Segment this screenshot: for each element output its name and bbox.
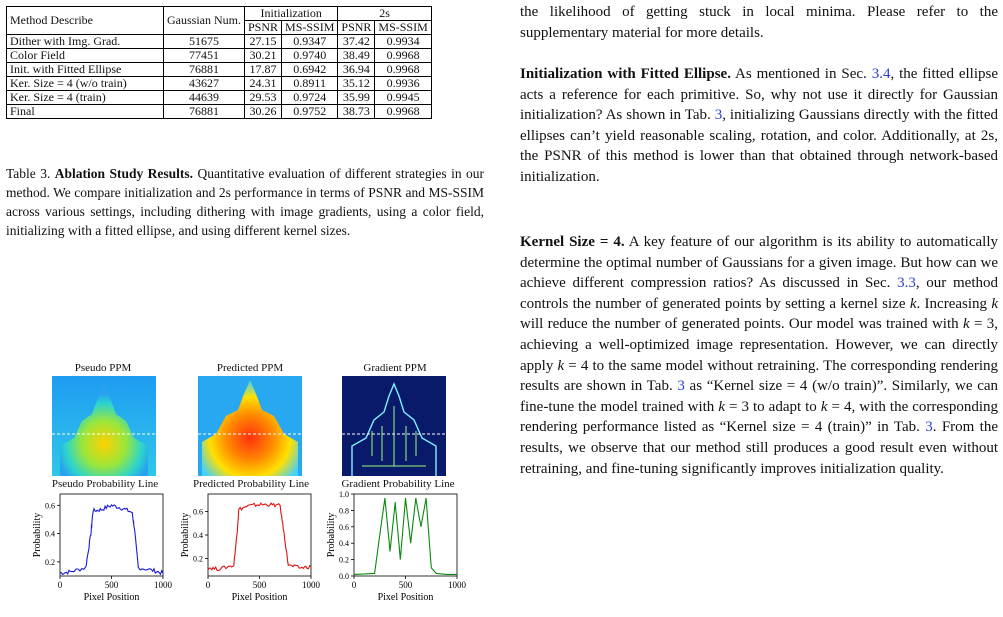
table-row	[7, 35, 432, 49]
map-title-pseudo: Pseudo PPM	[74, 362, 132, 374]
math-k: k	[962, 316, 970, 333]
cell-2s-psnr: 35.99	[338, 91, 375, 105]
kernel-text-5: , achieving a well-optimized image representation. However, we can directly apply	[520, 316, 999, 374]
plot-frame	[208, 494, 311, 576]
cell-init-psnr: 30.26	[245, 105, 282, 119]
x-tick-label: 1000	[302, 580, 320, 590]
sec-ref-link[interactable]: 3.4	[871, 66, 891, 82]
table-row	[7, 77, 432, 91]
y-axis-label: Probability	[180, 512, 191, 558]
kernel-text-9: , with the corresponding rendering performance listed as “Kernel size = 4 (train)” in Tab.	[520, 398, 999, 436]
y-tick-label: 0.2	[339, 555, 349, 565]
table-row	[7, 49, 432, 63]
y-tick-label: 0.0	[339, 572, 349, 581]
y-axis-label: Probability	[326, 512, 337, 558]
ellipse-text-3: , initializing Gaussians directly with the fitted ellipses can’t yield reasonable scaling, rotation, and color. Additionally, at 2s, the PSNR of this method is lower than that obtained through network-based initialization.	[520, 107, 999, 185]
cell-gaussian: 76881	[164, 63, 245, 77]
ellipse-text-1: As mentioned in Sec.	[735, 66, 867, 82]
gradient-probability-plot	[314, 490, 464, 606]
series-line	[60, 505, 163, 575]
kernel-text-7: as “Kernel size = 4 (w/o train)”. Similarly, we can fine-tune the model trained with	[520, 378, 999, 415]
table-row	[7, 63, 432, 77]
left-column	[0, 0, 488, 617]
kernel-text-1: A key feature of our algorithm is its ability to automatically determine the optimal number of Gaussians for a given image. But how can we achieve different compression ratios? As discussed in Sec.	[520, 234, 998, 292]
cell-init-msssim: 0.9740	[282, 49, 338, 63]
plot-title-predicted: Predicted Probability Line	[192, 478, 310, 490]
predicted-probability-plot	[168, 490, 318, 606]
header-2s: 2s	[338, 7, 431, 21]
cell-init-msssim: 0.9724	[282, 91, 338, 105]
cell-init-psnr: 17.87	[245, 63, 282, 77]
kernel-heading: Kernel Size = 4.	[520, 234, 625, 250]
x-tick-label: 500	[398, 580, 413, 590]
intro-text: the likelihood of getting stuck in local minima. Please refer to the supplementary material for more details.	[520, 4, 998, 41]
plot-title-pseudo: Pseudo Probability Line	[51, 478, 159, 490]
y-tick-label: 0.4	[339, 539, 349, 549]
header-method: Method Describe	[7, 7, 164, 35]
cell-init-msssim: 0.6942	[282, 63, 338, 77]
table-header-row	[7, 7, 432, 21]
math-k: k	[557, 357, 565, 374]
cell-gaussian: 44639	[164, 91, 245, 105]
cell-gaussian: 76881	[164, 105, 245, 119]
cell-init-psnr: 30.21	[245, 49, 282, 63]
cell-2s-msssim: 0.9934	[375, 35, 431, 49]
x-tick-label: 500	[252, 580, 267, 590]
cell-2s-psnr: 38.73	[338, 105, 375, 119]
cell-method: Ker. Size = 4 (w/o train)	[7, 77, 164, 91]
cell-method: Final	[7, 105, 164, 119]
series-line	[354, 498, 457, 574]
pseudo-probability-plot	[20, 490, 170, 606]
header-2s-psnr: PSNR	[338, 21, 375, 35]
math-eq4: = 4	[568, 357, 589, 374]
y-tick-label: 0.4	[193, 531, 203, 540]
plot-frame	[60, 494, 163, 576]
x-tick-label: 1000	[448, 580, 466, 590]
cell-2s-psnr: 37.42	[338, 35, 375, 49]
x-tick-label: 500	[104, 580, 119, 590]
cell-gaussian: 43627	[164, 77, 245, 91]
kernel-paragraph	[520, 232, 998, 479]
header-init: Initialization	[245, 7, 338, 21]
kernel-text-10: . From the results, we observe that our method still produces a good result even without retraining, and fine-tuning significantly improves initialization quality.	[520, 419, 998, 477]
y-tick-label: 0.6	[193, 507, 203, 517]
intro-paragraph	[520, 2, 998, 43]
cell-method: Dither with Img. Grad.	[7, 35, 164, 49]
cell-method: Init. with Fitted Ellipse	[7, 63, 164, 77]
math-k: k	[820, 398, 828, 415]
cell-2s-psnr: 35.12	[338, 77, 375, 91]
x-tick-label: 0	[351, 580, 357, 590]
math-k: k	[718, 398, 725, 415]
header-gaussian: Gaussian Num.	[164, 7, 245, 35]
tab-ref-link[interactable]: 3	[925, 419, 933, 436]
x-axis-label: Pixel Position	[377, 592, 434, 603]
ablation-table	[6, 6, 432, 119]
cell-2s-msssim: 0.9968	[375, 105, 431, 119]
cell-gaussian: 51675	[164, 35, 245, 49]
plot-frame	[354, 494, 457, 576]
cell-2s-msssim: 0.9968	[375, 49, 431, 63]
caption-bold: Ablation Study Results.	[54, 166, 194, 181]
plot-title-gradient: Gradient Probability Line	[341, 478, 455, 490]
cell-init-msssim: 0.9752	[282, 105, 338, 119]
cell-init-psnr: 27.15	[245, 35, 282, 49]
cell-init-psnr: 29.53	[245, 91, 282, 105]
tab-ref-link[interactable]: 3	[677, 378, 685, 395]
header-init-msssim: MS-SSIM	[282, 21, 338, 35]
cell-2s-msssim: 0.9968	[375, 63, 431, 77]
cell-2s-msssim: 0.9936	[375, 77, 431, 91]
right-column	[520, 0, 998, 617]
table-row	[7, 105, 432, 119]
ellipse-heading: Initialization with Fitted Ellipse.	[520, 66, 731, 82]
y-tick-label: 0.8	[339, 506, 349, 516]
math-k: k	[991, 295, 998, 312]
kernel-text-4: will reduce the number of generated points. Our model was trained with	[520, 316, 959, 333]
math-eq4: = 4	[831, 398, 852, 415]
cell-2s-psnr: 38.49	[338, 49, 375, 63]
ppm-figure	[20, 360, 480, 610]
map-title-predicted: Predicted PPM	[216, 362, 284, 374]
table-caption	[6, 164, 484, 240]
kernel-text-3: . Increasing	[916, 295, 988, 312]
y-tick-label: 0.6	[339, 522, 349, 532]
x-axis-label: Pixel Position	[231, 592, 288, 603]
header-init-psnr: PSNR	[245, 21, 282, 35]
math-k: k	[909, 295, 917, 312]
cell-method: Ker. Size = 4 (train)	[7, 91, 164, 105]
math-eq3: = 3	[973, 316, 995, 333]
kernel-text-8: to adapt to	[752, 398, 817, 415]
sec-ref-link[interactable]: 3.3	[897, 275, 916, 292]
cell-init-msssim: 0.9347	[282, 35, 338, 49]
x-tick-label: 0	[205, 580, 211, 590]
cell-init-psnr: 24.31	[245, 77, 282, 91]
kernel-text-2: , our method controls the number of generated points by setting a kernel size	[520, 275, 998, 312]
y-tick-label: 0.2	[45, 557, 55, 567]
header-2s-msssim: MS-SSIM	[375, 21, 431, 35]
cell-init-msssim: 0.8911	[282, 77, 338, 91]
tab-ref-link[interactable]: 3	[714, 107, 723, 124]
y-tick-label: 0.4	[45, 529, 55, 539]
x-axis-label: Pixel Position	[83, 592, 140, 603]
y-tick-label: 1.0	[339, 490, 349, 499]
y-tick-label: 0.2	[193, 554, 203, 564]
math-eq3: = 3	[729, 398, 749, 415]
kernel-text-6: to the same model without retraining. The corresponding rendering results are shown in Tab.	[520, 357, 998, 395]
ellipse-paragraph	[520, 64, 998, 188]
y-tick-label: 0.6	[45, 501, 55, 511]
predicted-ppm-image	[198, 376, 302, 476]
caption-label: Table 3.	[6, 166, 51, 181]
table-row	[7, 91, 432, 105]
map-title-gradient: Gradient PPM	[363, 362, 427, 374]
cell-gaussian: 77451	[164, 49, 245, 63]
pseudo-ppm-image	[52, 376, 156, 476]
cell-2s-psnr: 36.94	[338, 63, 375, 77]
ellipse-text-2: , the fitted ellipse acts a reference for each primitive. So, why not use it directly for Gaussian initialization? As shown in Tab.	[520, 66, 999, 124]
series-line	[208, 503, 311, 570]
caption-text: Quantitative evaluation of different strategies in our method. We compare initialization and 2s performance in terms of PSNR and MS-SSIM across various settings, including dithering with image gradients, using a color field, initializing with a fitted ellipse, and using different kernel sizes.	[6, 166, 484, 238]
gradient-ppm-image	[342, 376, 446, 476]
x-tick-label: 1000	[154, 580, 172, 590]
y-axis-label: Probability	[32, 512, 43, 558]
cell-method: Color Field	[7, 49, 164, 63]
x-tick-label: 0	[57, 580, 63, 590]
cell-2s-msssim: 0.9945	[375, 91, 431, 105]
